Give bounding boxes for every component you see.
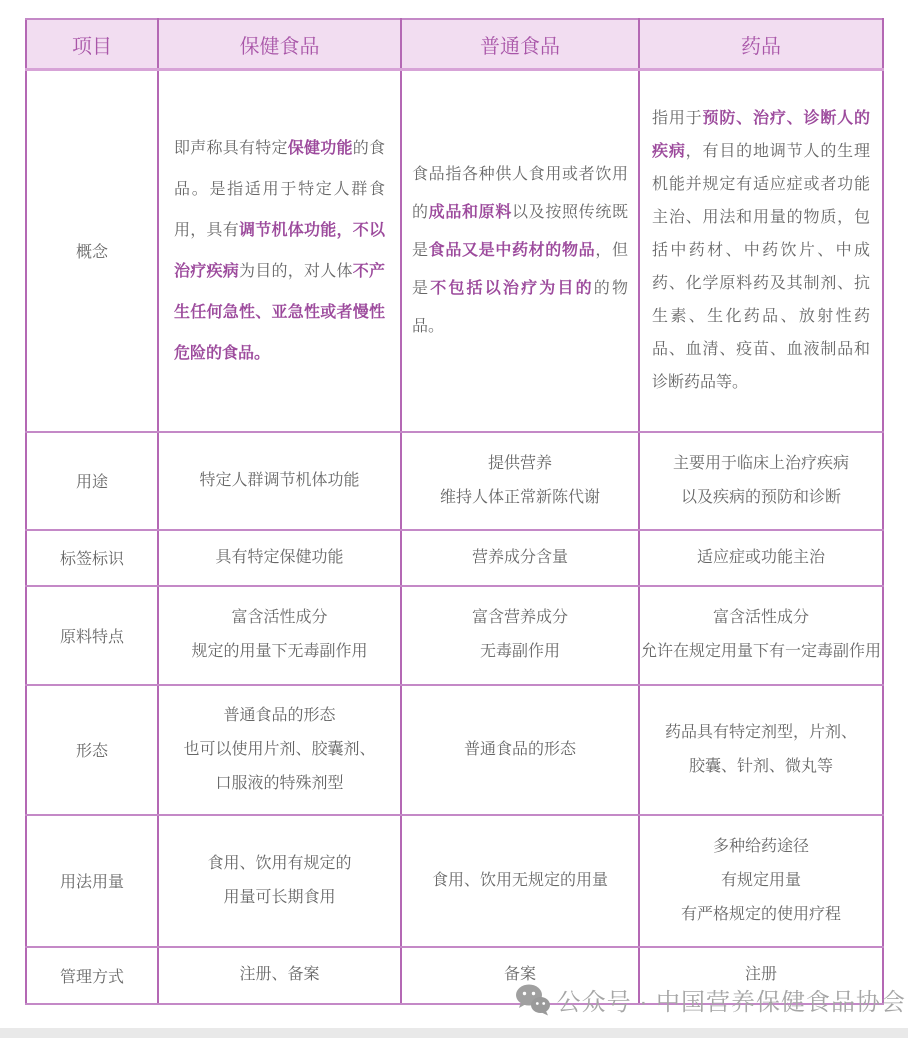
cell-line: 食用、饮用有规定的 xyxy=(207,854,352,872)
cell-line: 规定的用量下无毒副作用 xyxy=(191,643,368,660)
row-label-4: 形态 xyxy=(26,685,158,815)
cell-line: 富含营养成分 xyxy=(471,609,568,626)
cell-3-0 xyxy=(158,586,401,685)
cell-line: 食用、饮用无规定的用量 xyxy=(431,871,608,889)
plain-text: 即声称具有特定 xyxy=(174,139,288,157)
highlighted-text: 不产生任何急性、亚急性或者慢性危险的食品。 xyxy=(174,262,385,362)
plain-text: ，有目的地调节人的生理机能并规定有适应症或者功能主治、用法和用量的物质，包括中药材、中药饮片、中成药、化学原料药及其制剂、抗生素、生化药品、放射性药品、血清、疫苗、血液制品和诊断药品等。 xyxy=(652,143,870,392)
cell-line: 无毒副作用 xyxy=(479,643,560,660)
cell-line: 维持人体正常新陈代谢 xyxy=(439,488,600,506)
comparison-table-wrap xyxy=(25,18,884,1005)
cell-line: 普通食品的形态 xyxy=(223,706,336,724)
cell-1-0 xyxy=(158,432,401,530)
column-header-1: 保健食品 xyxy=(158,19,401,70)
cell-line: 具有特定保健功能 xyxy=(215,548,344,566)
highlighted-text: 食品又是中药材的物品 xyxy=(428,241,596,259)
table-header-row xyxy=(26,19,883,70)
plain-text: 的物品。 xyxy=(412,279,628,335)
cell-line: 有规定用量 xyxy=(720,871,801,889)
table-row-0 xyxy=(26,70,883,432)
rich-text xyxy=(402,156,638,346)
table-row-2 xyxy=(26,530,883,586)
plain-text: 以及按照传统既是 xyxy=(412,203,628,259)
cell-1-2 xyxy=(639,432,883,530)
cell-line: 也可以使用片剂、胶囊剂、 xyxy=(183,740,376,758)
cell-0-1 xyxy=(401,70,639,432)
watermark-text: 公众号 · 中国营养保健食品协会 xyxy=(556,989,906,1016)
highlighted-text: 保健功能 xyxy=(287,139,353,157)
plain-text: 食品指各种供人食用或者饮用的 xyxy=(412,165,628,221)
cell-line: 营养成分含量 xyxy=(471,548,568,566)
cell-line: 富含活性成分 xyxy=(231,609,328,626)
cell-line: 用量可长期食用 xyxy=(223,888,336,906)
cell-line: 备案 xyxy=(503,966,536,983)
plain-text: ，但是 xyxy=(412,241,628,297)
bottom-strip xyxy=(0,1028,908,1038)
cell-0-2 xyxy=(639,70,883,432)
row-label-0: 概念 xyxy=(26,70,158,432)
cell-2-1 xyxy=(401,530,639,586)
wechat-icon xyxy=(515,984,551,1016)
row-label-1: 用途 xyxy=(26,432,158,530)
row-label-6: 管理方式 xyxy=(26,947,158,1004)
table-row-4 xyxy=(26,685,883,815)
highlighted-text: 成品和原料 xyxy=(428,203,512,221)
cell-5-1 xyxy=(401,815,639,947)
row-label-2: 标签标识 xyxy=(26,530,158,586)
rich-text xyxy=(640,102,882,399)
plain-text: 指用于 xyxy=(652,110,703,128)
cell-line: 富含活性成分 xyxy=(712,609,809,626)
comparison-table xyxy=(25,18,884,1005)
cell-line: 注册 xyxy=(744,966,777,983)
cell-line: 口服液的特殊剂型 xyxy=(215,774,344,792)
row-label-5: 用法用量 xyxy=(26,815,158,947)
cell-line: 普通食品的形态 xyxy=(463,740,576,758)
cell-3-2 xyxy=(639,586,883,685)
cell-5-2 xyxy=(639,815,883,947)
cell-3-1 xyxy=(401,586,639,685)
table-row-1 xyxy=(26,432,883,530)
cell-line: 药品具有特定剂型，片剂、 xyxy=(664,723,857,741)
cell-line: 允许在规定用量下有一定毒副作用 xyxy=(640,643,881,660)
plain-text: 的食品。是指适用于特定人群食用，具有 xyxy=(174,139,385,239)
highlighted-text: 不包括以治疗为目的 xyxy=(430,279,594,297)
cell-line: 提供营养 xyxy=(487,454,552,472)
cell-2-0 xyxy=(158,530,401,586)
cell-0-0 xyxy=(158,70,401,432)
table-row-3 xyxy=(26,586,883,685)
cell-line: 注册、备案 xyxy=(239,966,320,983)
highlighted-text: 预防、治疗、诊断人的疾病 xyxy=(652,110,870,161)
cell-6-0 xyxy=(158,947,401,1004)
cell-line: 胶囊、针剂、微丸等 xyxy=(688,757,833,775)
cell-1-1 xyxy=(401,432,639,530)
column-header-3: 药品 xyxy=(639,19,883,70)
cell-line: 主要用于临床上治疗疾病 xyxy=(672,454,849,472)
cell-2-2 xyxy=(639,530,883,586)
column-header-2: 普通食品 xyxy=(401,19,639,70)
cell-line: 有严格规定的使用疗程 xyxy=(680,905,841,923)
table-body xyxy=(26,70,883,1004)
cell-line: 多种给药途径 xyxy=(712,837,809,855)
column-header-0: 项目 xyxy=(26,19,158,70)
highlighted-text: 调节机体功能，不以治疗疾病 xyxy=(174,221,385,280)
row-label-3: 原料特点 xyxy=(26,586,158,685)
cell-line: 适应症或功能主治 xyxy=(696,548,825,566)
plain-text: 为目的，对人体 xyxy=(239,262,353,280)
cell-4-0 xyxy=(158,685,401,815)
cell-4-2 xyxy=(639,685,883,815)
watermark xyxy=(515,982,906,1017)
cell-line: 特定人群调节机体功能 xyxy=(199,471,360,489)
table-row-5 xyxy=(26,815,883,947)
rich-text xyxy=(159,128,400,374)
cell-line: 以及疾病的预防和诊断 xyxy=(680,488,841,506)
cell-4-1 xyxy=(401,685,639,815)
cell-5-0 xyxy=(158,815,401,947)
